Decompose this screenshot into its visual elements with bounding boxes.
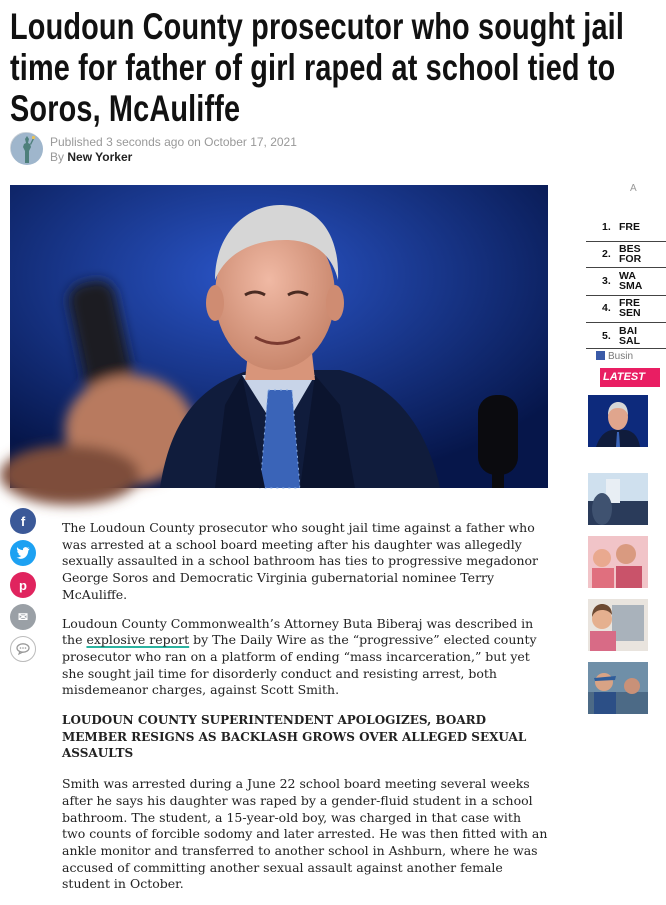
trending-title-2: SMA — [619, 280, 643, 292]
twitter-icon[interactable] — [10, 540, 36, 566]
paragraph-1: The Loudoun County prosecutor who sought jail time against a father who was arrested at a school board meeting after his daughter was allegedly sexually assaulted in a school bathroom has ties to progressive megadonor George Soros and Democratic Virginia gubernatorial nominee Terry McAuliffe. — [62, 520, 539, 602]
published-prefix: Published — [50, 135, 103, 149]
trending-item-5[interactable] — [586, 326, 666, 349]
trending-number: 2. — [602, 248, 611, 260]
author-line — [50, 150, 132, 164]
author-link[interactable]: New Yorker — [67, 150, 133, 164]
trending-item-1[interactable] — [586, 222, 666, 242]
latest-thumb-4[interactable] — [588, 599, 648, 651]
published-ago: 3 seconds ago — [106, 135, 185, 149]
statue-of-liberty-icon — [11, 133, 43, 165]
paragraph-3: Smith was arrested during a June 22 school board meeting several weeks after he says his daughter was raped by a gender-fluid student in a school bathroom. The student, a 15-year-old boy, was charged in that case with two counts of forcible sodomy and later arrested. He was then fitted with an ankle monitor and transferred to another school in Ashburn, where he was accused of committing another sexual assault against another female student in October. — [62, 776, 548, 892]
author-avatar[interactable] — [10, 132, 42, 164]
thumbnail-image — [588, 536, 648, 588]
thumbnail-image — [588, 473, 648, 525]
latest-thumb-1[interactable] — [588, 395, 648, 447]
trending-item-2[interactable] — [586, 244, 666, 268]
paragraph-2-lead: Loudoun County Commonwealth’s Attorney Buta Biberaj was described in the — [62, 615, 534, 648]
related-subheading[interactable]: LOUDOUN COUNTY SUPERINTENDENT APOLOGIZES, BOARD MEMBER RESIGNS AS BACKLASH GROWS OVER ALLEGED SEXUAL ASSAULTS — [62, 713, 527, 761]
portrait-photo — [10, 185, 548, 488]
sponsor-text: Busin — [608, 351, 634, 362]
pinterest-icon[interactable]: p — [10, 572, 36, 598]
latest-thumb-2[interactable] — [588, 473, 648, 525]
sponsor-icon — [596, 351, 605, 360]
by-prefix: By — [50, 150, 65, 164]
email-icon[interactable]: ✉ — [10, 604, 36, 630]
speech-bubble-glyph — [16, 643, 30, 655]
trending-item-3[interactable] — [586, 271, 666, 296]
trending-title-2: SAL — [619, 335, 640, 347]
latest-thumb-3[interactable] — [588, 536, 648, 588]
latest-label: LATEST — [600, 368, 660, 387]
thumbnail-image — [588, 662, 648, 714]
bird-glyph — [16, 547, 30, 559]
sponsor-line[interactable] — [596, 351, 633, 362]
published-date: October 17, 2021 — [204, 135, 297, 149]
comment-icon[interactable] — [10, 636, 36, 662]
published-on: on — [187, 135, 201, 149]
trending-number: 4. — [602, 302, 611, 314]
trending-title: BES — [619, 243, 641, 255]
trending-title: FRE — [619, 221, 640, 233]
explosive-report-link[interactable]: explosive report — [86, 632, 190, 648]
latest-thumb-5[interactable] — [588, 662, 648, 714]
trending-number: 1. — [602, 221, 611, 233]
trending-number: 5. — [602, 330, 611, 342]
trending-title: BAI — [619, 325, 638, 337]
sidebar — [586, 0, 645, 840]
thumbnail-image — [588, 395, 648, 447]
trending-number: 3. — [602, 275, 611, 287]
trending-title: WA — [619, 270, 636, 282]
trending-item-4[interactable] — [586, 298, 666, 323]
paragraph-2 — [62, 616, 548, 700]
thumbnail-image — [588, 599, 648, 651]
sidebar-header: A — [630, 183, 637, 194]
trending-title-2: SEN — [619, 307, 641, 319]
trending-title-2: FOR — [619, 253, 642, 265]
article-headline: Loudoun County prosecutor who sought jail time for father of girl raped at school tied to Soros, McAuliffe — [10, 6, 625, 129]
hero-image — [10, 185, 548, 488]
article-body — [62, 520, 548, 905]
facebook-icon[interactable]: f — [10, 508, 36, 534]
trending-title: FRE — [619, 297, 640, 309]
published-line — [50, 135, 297, 149]
paragraph-2-tail: by The Daily Wire as the “progressive” elected county prosecutor who ran on a platform of ending “mass incarceration,” but yet she sought jail time for disorderly conduct and resisting arrest, both misdemeanor charges, against Scott Smith. — [62, 632, 537, 698]
